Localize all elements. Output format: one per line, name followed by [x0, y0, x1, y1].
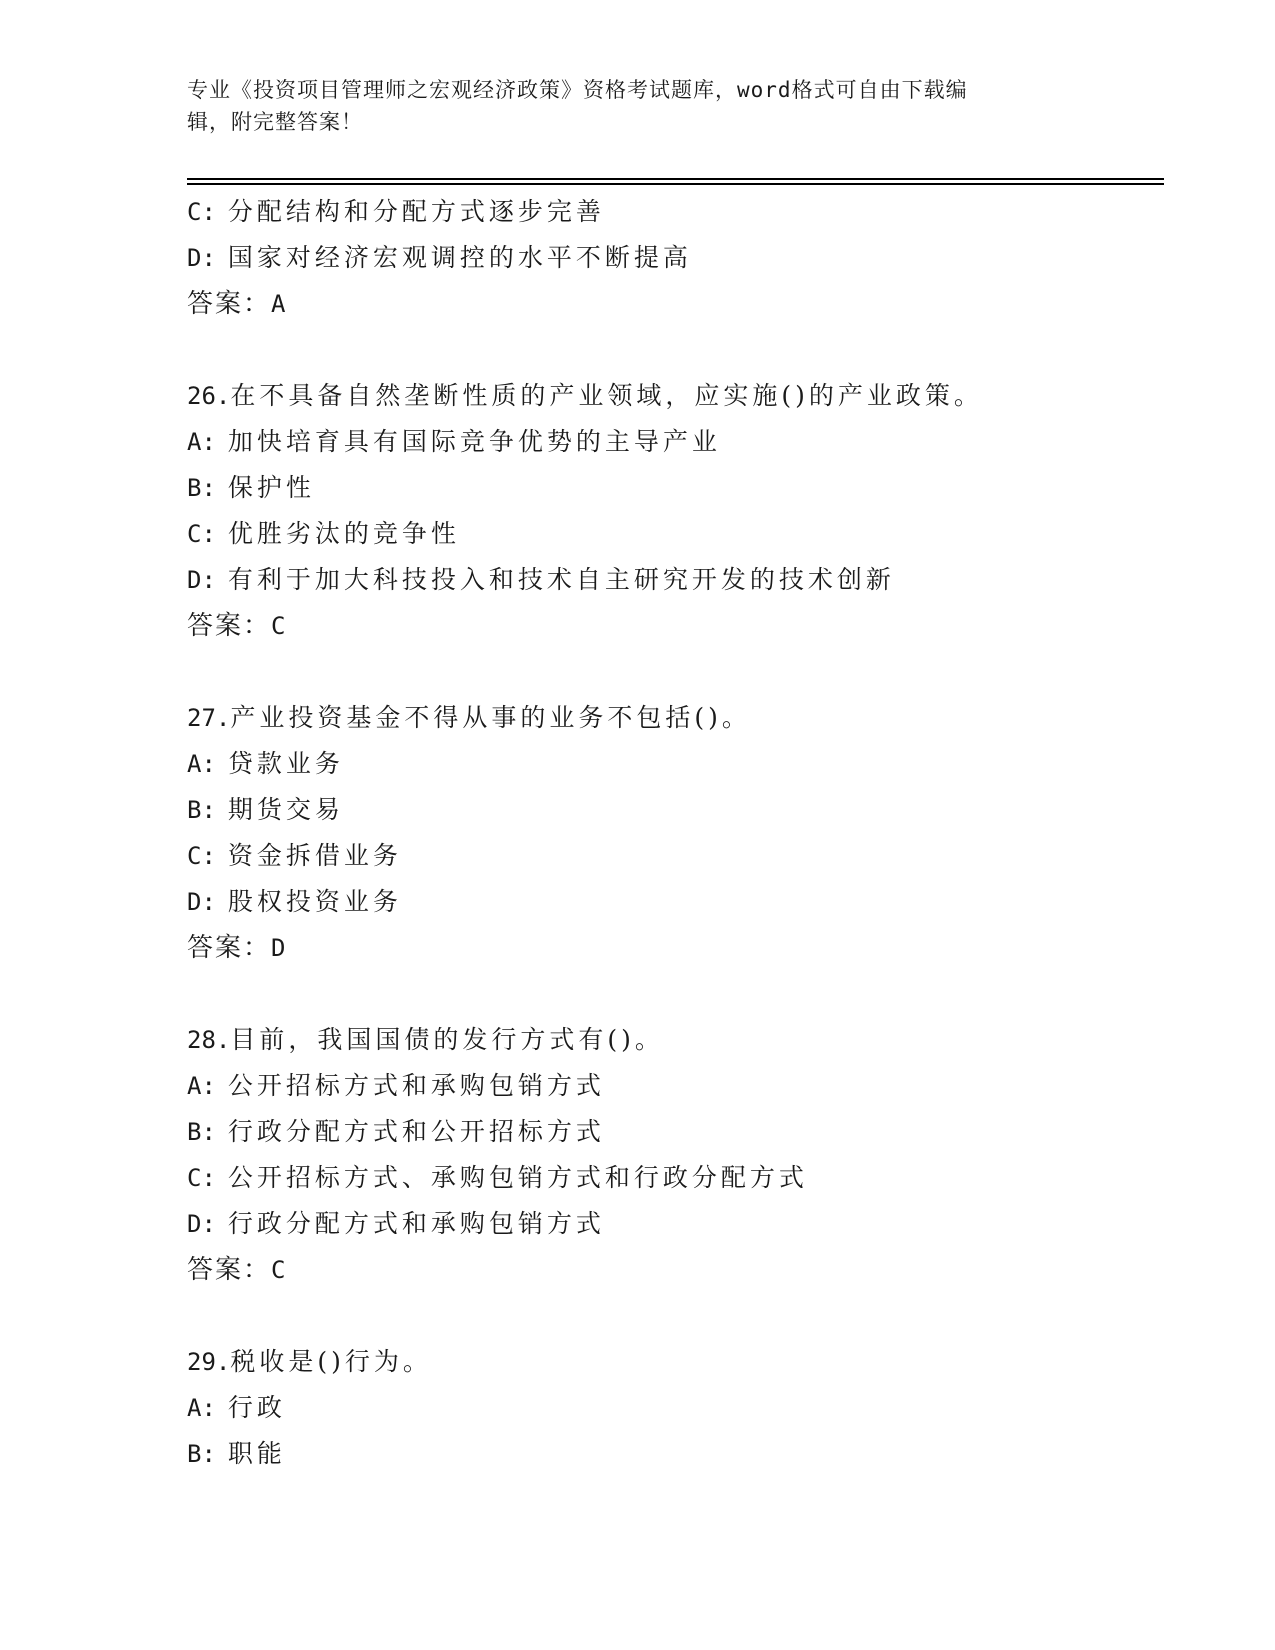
option-text: 公开招标方式和承购包销方式	[227, 1071, 605, 1100]
question-27	[187, 695, 1164, 971]
option-text: 股权投资业务	[227, 887, 402, 916]
option-b	[187, 465, 1164, 511]
answer-value: D	[271, 934, 288, 962]
option-prefix: B:	[187, 1118, 216, 1146]
header-rule-bottom	[187, 183, 1164, 185]
option-b	[187, 1109, 1164, 1155]
option-text: 分配结构和分配方式逐步完善	[227, 197, 605, 226]
option-prefix: D:	[187, 888, 216, 916]
option-d	[187, 557, 1164, 603]
option-prefix: C:	[187, 842, 216, 870]
answer-label: 答案：	[187, 1255, 272, 1285]
option-prefix: D:	[187, 244, 216, 272]
question-text: 目前，我国国债的发行方式有()。	[230, 1025, 664, 1054]
header-rule-top	[187, 178, 1164, 180]
answer-label: 答案：	[187, 289, 272, 319]
question-29	[187, 1339, 1164, 1477]
question-stem	[187, 1339, 1164, 1385]
option-text: 加快培育具有国际竞争优势的主导产业	[227, 427, 721, 456]
option-prefix: C:	[187, 1164, 216, 1192]
option-text: 公开招标方式、承购包销方式和行政分配方式	[227, 1163, 808, 1192]
document-header	[187, 74, 1087, 138]
option-prefix: A:	[187, 1072, 216, 1100]
option-c	[187, 833, 1164, 879]
question-fragment	[187, 189, 1164, 327]
question-text: 在不具备自然垄断性质的产业领域，应实施()的产业政策。	[230, 381, 983, 410]
question-number: 27.	[187, 704, 231, 732]
question-28	[187, 1017, 1164, 1293]
option-a	[187, 1385, 1164, 1431]
question-text: 税收是()行为。	[230, 1347, 432, 1376]
question-number: 28.	[187, 1026, 231, 1054]
option-text: 国家对经济宏观调控的水平不断提高	[227, 243, 692, 272]
option-text: 职能	[227, 1439, 286, 1468]
option-text: 行政	[227, 1393, 286, 1422]
option-d	[187, 235, 1164, 281]
answer-line	[187, 1247, 1164, 1293]
answer-value: C	[271, 1256, 288, 1284]
option-text: 资金拆借业务	[227, 841, 402, 870]
option-c	[187, 511, 1164, 557]
question-number: 26.	[187, 382, 231, 410]
option-text: 行政分配方式和公开招标方式	[227, 1117, 605, 1146]
question-text: 产业投资基金不得从事的业务不包括()。	[230, 703, 751, 732]
option-b	[187, 1431, 1164, 1477]
option-a	[187, 1063, 1164, 1109]
option-prefix: C:	[187, 198, 216, 226]
answer-value: C	[271, 612, 288, 640]
option-prefix: C:	[187, 520, 216, 548]
option-text: 保护性	[227, 473, 315, 502]
header-line-1: 专业《投资项目管理师之宏观经济政策》资格考试题库，word格式可自由下载编	[187, 78, 968, 102]
option-prefix: D:	[187, 1210, 216, 1238]
option-c	[187, 1155, 1164, 1201]
option-prefix: A:	[187, 1394, 216, 1422]
option-d	[187, 1201, 1164, 1247]
option-text: 有利于加大科技投入和技术自主研究开发的技术创新	[227, 565, 895, 594]
answer-line	[187, 281, 1164, 327]
option-prefix: B:	[187, 1440, 216, 1468]
option-prefix: A:	[187, 750, 216, 778]
answer-line	[187, 925, 1164, 971]
option-d	[187, 879, 1164, 925]
option-text: 优胜劣汰的竞争性	[227, 519, 460, 548]
option-prefix: B:	[187, 474, 216, 502]
answer-label: 答案：	[187, 933, 272, 963]
header-line-2: 辑，附完整答案！	[187, 110, 363, 134]
option-prefix: B:	[187, 796, 216, 824]
answer-line	[187, 603, 1164, 649]
question-stem	[187, 373, 1164, 419]
option-prefix: A:	[187, 428, 216, 456]
answer-value: A	[271, 290, 288, 318]
option-b	[187, 787, 1164, 833]
option-text: 行政分配方式和承购包销方式	[227, 1209, 605, 1238]
option-c	[187, 189, 1164, 235]
option-text: 期货交易	[227, 795, 344, 824]
question-list	[187, 189, 1164, 1477]
option-a	[187, 741, 1164, 787]
question-number: 29.	[187, 1348, 231, 1376]
question-stem	[187, 1017, 1164, 1063]
option-prefix: D:	[187, 566, 216, 594]
option-a	[187, 419, 1164, 465]
answer-label: 答案：	[187, 611, 272, 641]
question-26	[187, 373, 1164, 649]
question-stem	[187, 695, 1164, 741]
option-text: 贷款业务	[227, 749, 344, 778]
